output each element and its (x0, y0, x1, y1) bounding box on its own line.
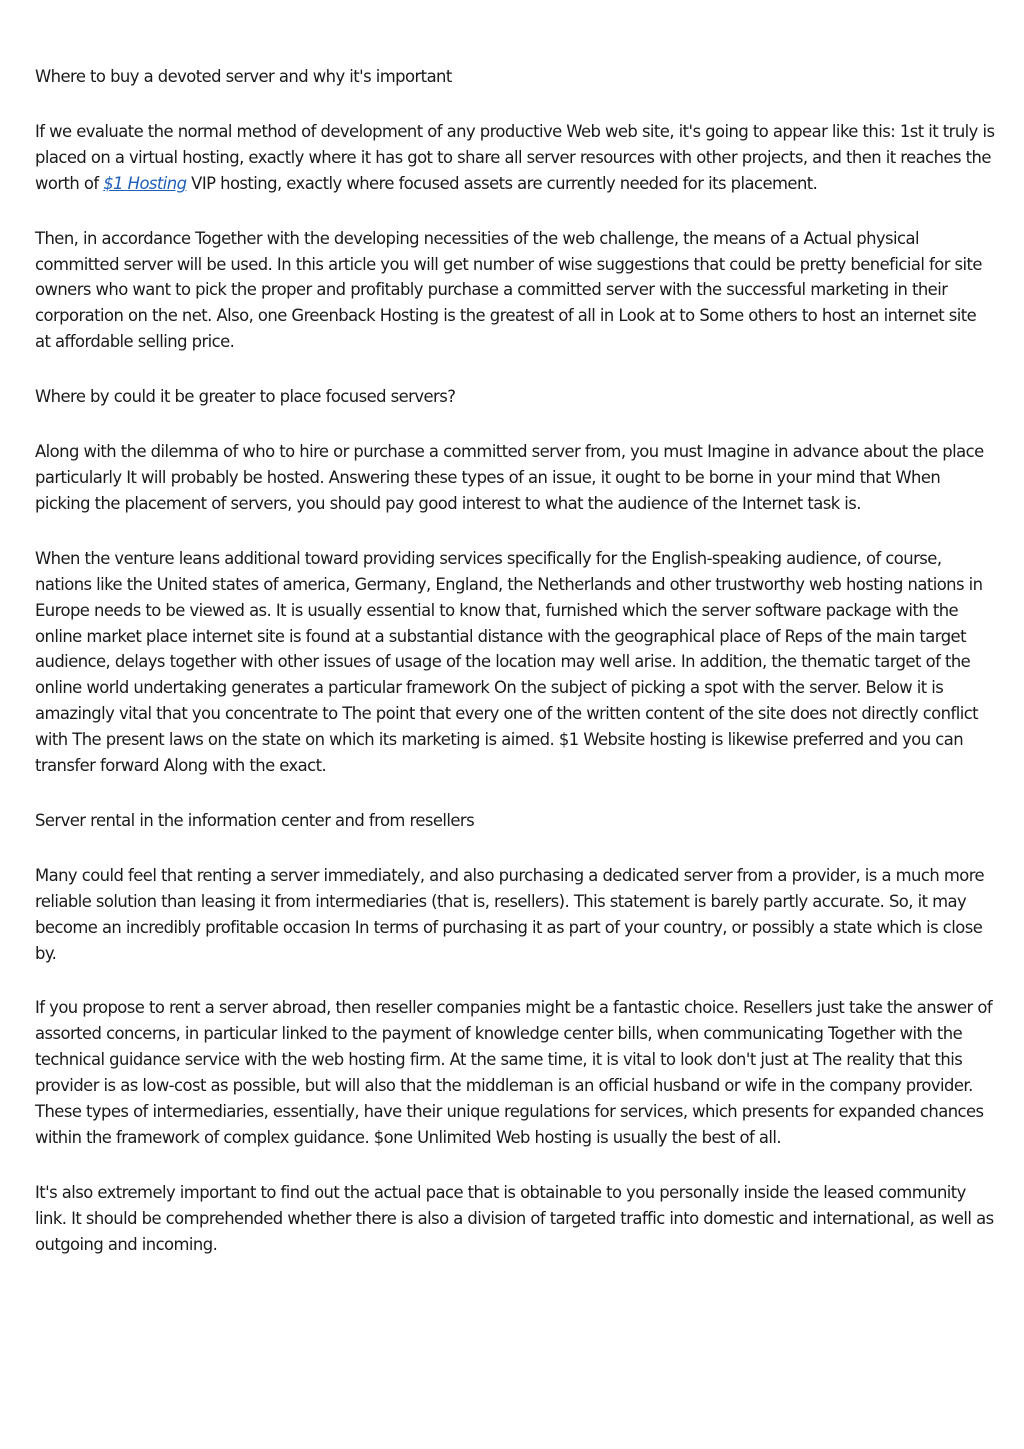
paragraph-english-audience: When the venture leans additional toward providing services specifically for the English-speaking audience, of course, nations like the United states of america, Germany, England, the Netherlands and other trustworthy web hosting nations in Europe needs to be viewed as. It is usually essential to know that, furnished which the server software package with the online market place internet site is found at a substantial distance with the geographical place of Reps of the main target audience, delays together with other issues of usage of the location may well arise. In addition, the thematic target of the online world undertaking generates a particular framework On the subject of picking a spot with the server. Below it is amazingly vital that you concentrate to The point that every one of the written content of the site does not directly conflict with The present laws on the state on which its marketing is aimed. $1 Website hosting is likewise preferred and you can transfer forward Along with the exact. (35, 548, 983, 776)
paragraph-renting-directly: Many could feel that renting a server immediately, and also purchasing a dedicated server from a provider, is a much more reliable solution than leasing it from intermediaries (that is, resellers). This statement is barely partly accurate. So, it may become an incredibly profitable occasion In terms of purchasing it as part of your country, or possibly a state which is close by. (35, 865, 985, 963)
heading-server-rental: Server rental in the information center and from resellers (35, 810, 475, 830)
paragraph-development-method (35, 119, 995, 197)
paragraph-dilemma: Along with the dilemma of who to hire or purchase a committed server from, you must Imagine in advance about the place particularly It will probably be hosted. Answering these types of an issue, it ought to be borne in your mind that When picking the placement of servers, you should pay good interest to what the audience of the Internet task is. (35, 442, 984, 513)
paragraph-text-before-link: If we evaluate the normal method of development of any productive Web web site, it's going to appear like this: 1st it truly is placed on a virtual hosting, exactly where it has got to share all server resources with other projects, and then it reaches the worth of (35, 121, 995, 193)
document-page (35, 64, 995, 1287)
one-dollar-hosting-link[interactable]: $1 Hosting (103, 173, 187, 193)
heading-where-to-place: Where by could it be greater to place focused servers? (35, 387, 456, 407)
paragraph-text-after-link: VIP hosting, exactly where focused assets are currently needed for its placement. (186, 173, 818, 193)
paragraph-physical-server: Then, in accordance Together with the developing necessities of the web challenge, the means of a Actual physical committed server will be used. In this article you will get number of wise suggestions that could be pretty beneficial for site owners who want to pick the proper and profitably purchase a committed server with the successful marketing in their corporation on the net. Also, one Greenback Hosting is the greatest of all in Look at to Some others to host an internet site at affordable selling price. (35, 228, 982, 352)
paragraph-link-speed: It's also extremely important to find out the actual pace that is obtainable to you personally inside the leased community link. It should be comprehended whether there is also a division of targeted traffic into domestic and international, as well as outgoing and incoming. (35, 1182, 994, 1254)
paragraph-resellers: If you propose to rent a server abroad, then reseller companies might be a fantastic choice. Resellers just take the answer of assorted concerns, in particular linked to the payment of knowledge center bills, when communicating Together with the technical guidance service with the web hosting firm. At the same time, it is vital to look don't just at The reality that this provider is as low-cost as possible, but will also that the middleman is an official husband or wife in the company provider. These types of intermediaries, essentially, have their unique regulations for services, which presents for expanded chances within the framework of complex guidance. $one Unlimited Web hosting is usually the best of all. (35, 998, 993, 1147)
heading-where-to-buy: Where to buy a devoted server and why it's important (35, 67, 452, 86)
